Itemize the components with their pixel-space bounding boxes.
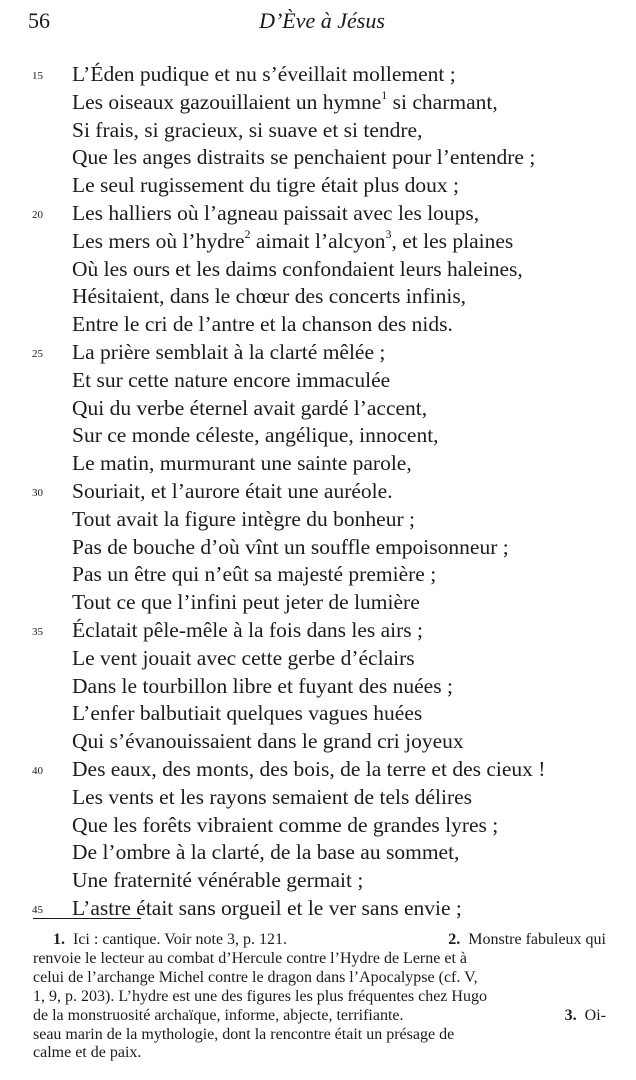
footnote-ref: 2 — [244, 226, 251, 241]
verse-text: Souriait, et l’aurore était une auréole. — [72, 478, 393, 503]
verse-line — [0, 839, 636, 867]
verse-fragment: , et les plaines — [391, 228, 514, 253]
footnotes — [33, 931, 606, 1063]
verse-line — [0, 561, 636, 589]
line-number: 15 — [32, 70, 43, 82]
footnote-ref: 3 — [385, 226, 392, 241]
verse-line — [0, 367, 636, 395]
footnote-ref: 1 — [381, 87, 388, 102]
footnote-text: Oi- — [584, 1006, 606, 1024]
footnote-text: Monstre fabuleux qui — [468, 931, 606, 948]
verse-line — [0, 645, 636, 673]
footnote-line: celui de l’archange Michel contre le dragon dans l’Apocalypse (cf. V, — [33, 968, 478, 986]
verse-line — [0, 450, 636, 478]
footnote-1 — [53, 931, 287, 950]
verse-text: La prière semblait à la clarté mêlée ; — [72, 339, 386, 364]
footnote-2 — [448, 931, 606, 950]
verse-text: Tout ce que l’infini peut jeter de lumière — [72, 590, 420, 615]
verse-line — [0, 89, 636, 117]
verse-line — [0, 784, 636, 812]
verse-text: Les vents et les rayons semaient de tels délires — [72, 784, 473, 809]
verse-line — [0, 812, 636, 840]
line-number: 20 — [32, 208, 43, 221]
verse-fragment: si charmant, — [387, 89, 498, 114]
verse-line — [0, 673, 636, 701]
verse-line — [0, 867, 636, 895]
verse-line — [0, 617, 636, 645]
verse-text: Hésitaient, dans le chœur des concerts infinis, — [72, 284, 467, 309]
verse-line — [0, 728, 636, 756]
verse-line — [0, 534, 636, 562]
verse-text: Sur ce monde céleste, angélique, innocent, — [72, 423, 439, 448]
verse-text: Que les forêts vibraient comme de grandes lyres ; — [72, 812, 499, 837]
verse-line — [0, 200, 636, 228]
footnote-number: 3. — [564, 1006, 577, 1024]
footnote-line — [33, 1007, 606, 1026]
footnote-line: renvoie le lecteur au combat d’Hercule contre l’Hydre de Lerne et à — [33, 949, 467, 967]
running-title: D’Ève à Jésus — [259, 8, 385, 33]
line-number: 40 — [32, 764, 43, 777]
verse-text: Tout avait la figure intègre du bonheur ; — [72, 506, 415, 531]
verse-fragment: aimait l’alcyon — [250, 228, 386, 253]
footnote-number: 1. — [53, 931, 65, 948]
verse-line — [0, 283, 636, 311]
verse-line — [0, 311, 636, 339]
verse-text: Le matin, murmurant une sainte parole, — [72, 451, 412, 476]
page-number: 56 — [28, 8, 50, 33]
footnote-text: de la monstruosité archaïque, informe, abjecte, terrifiante. — [33, 1006, 404, 1024]
line-number: 25 — [32, 347, 43, 360]
verse-text: Le seul rugissement du tigre était plus doux ; — [72, 173, 459, 198]
verse-text: Éclatait pêle-mêle à la fois dans les airs ; — [72, 617, 424, 642]
verse-line — [0, 756, 636, 784]
footnote-rule — [33, 918, 141, 919]
poem — [0, 61, 636, 923]
verse-text: L’Éden pudique et nu s’éveillait mollement ; — [72, 62, 456, 86]
footnote-number: 2. — [448, 931, 461, 948]
verse-text: Pas de bouche d’où vînt un souffle empoisonneur ; — [72, 534, 509, 559]
verse-line — [0, 256, 636, 284]
verse-fragment: Les mers où l’hydre — [72, 228, 245, 253]
verse-line — [0, 478, 636, 506]
line-number: 45 — [32, 903, 43, 916]
verse-text — [72, 228, 513, 256]
verse-line — [0, 339, 636, 367]
verse-text: De l’ombre à la clarté, de la base au sommet, — [72, 840, 460, 865]
verse-line — [0, 228, 636, 256]
verse-text: Pas un être qui n’eût sa majesté première ; — [72, 562, 437, 587]
verse-text: L’astre était sans orgueil et le ver sans envie ; — [72, 895, 462, 920]
verse-fragment: Les oiseaux gazouillaient un hymne — [72, 89, 382, 114]
verse-text: Et sur cette nature encore immaculée — [72, 367, 391, 392]
verse-line — [0, 589, 636, 617]
footnote-line: 1, 9, p. 203). L’hydre est une des figures les plus fréquentes chez Hugo — [33, 987, 487, 1005]
footnote-text: Ici : cantique. Voir note 3, p. 121. — [73, 931, 288, 948]
verse-text: Où les ours et les daims confondaient leurs haleines, — [72, 256, 523, 281]
verse-text: Les halliers où l’agneau paissait avec les loups, — [72, 200, 480, 225]
verse-line — [0, 117, 636, 145]
footnote-line — [33, 931, 606, 950]
line-number: 35 — [32, 625, 43, 638]
verse-text: Des eaux, des monts, des bois, de la terre et des cieux ! — [72, 756, 546, 781]
footnote-3 — [565, 1007, 606, 1026]
verse-line — [0, 506, 636, 534]
verse-line — [0, 61, 636, 89]
page-header — [28, 8, 616, 38]
verse-text: Qui s’évanouissaient dans le grand cri joyeux — [72, 729, 464, 754]
verse-line — [0, 395, 636, 423]
verse-line — [0, 422, 636, 450]
verse-line — [0, 172, 636, 200]
footnote-line: calme et de paix. — [33, 1044, 142, 1062]
verse-text: Une fraternité vénérable germait ; — [72, 868, 364, 893]
verse-text: Que les anges distraits se penchaient pour l’entendre ; — [72, 145, 536, 170]
verse-line — [0, 144, 636, 172]
footnote-line: seau marin de la mythologie, dont la rencontre était un présage de — [33, 1025, 455, 1043]
verse-line — [0, 700, 636, 728]
verse-text: Entre le cri de l’antre et la chanson des nids. — [72, 312, 453, 337]
verse-text: Qui du verbe éternel avait gardé l’accent, — [72, 395, 428, 420]
verse-text: Dans le tourbillon libre et fuyant des nuées ; — [72, 673, 453, 698]
verse-text: L’enfer balbutiait quelques vagues huées — [72, 701, 423, 726]
verse-text: Le vent jouait avec cette gerbe d’éclairs — [72, 645, 415, 670]
line-number: 30 — [32, 486, 43, 499]
verse-text — [72, 89, 498, 117]
verse-text: Si frais, si gracieux, si suave et si tendre, — [72, 117, 423, 142]
